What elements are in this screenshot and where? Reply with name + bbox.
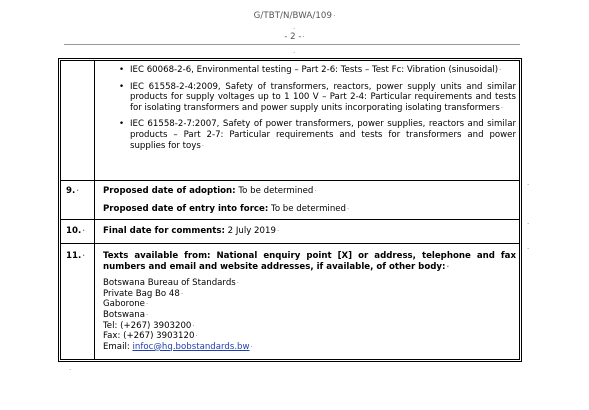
email: Email: infoc@hq.bobstandards.bw· [103, 341, 253, 352]
row-number: 10. [66, 226, 82, 236]
entry-into-force-date: Proposed date of entry into force: To be determined· [103, 203, 350, 214]
notification-table [58, 58, 522, 362]
row-number: 11. [66, 251, 82, 261]
texts-available-label: Texts available from: National enquiry point [X] or address, telephone and fax numbers and email and website addresses, if available, of other body:· [103, 251, 516, 272]
fax: Fax: (+267) 3903120· [103, 331, 198, 342]
page-number: - 2 -· [284, 32, 305, 42]
table-row-9 [61, 181, 519, 220]
contact-address [103, 278, 516, 352]
final-comment-date: Final date for comments: 2 July 2019· [103, 226, 280, 236]
row-number: 9. [66, 186, 76, 196]
page-header-code: G/TBT/N/BWA/109· [253, 11, 336, 21]
paragraph-mark: · [293, 49, 296, 57]
end-of-row-mark: · [527, 245, 530, 253]
paragraph-mark: · [69, 366, 72, 374]
list-item: • IEC 60068-2-6, Environmental testing – Part 2-6: Tests – Test Fc: Vibration (sinusoidal)· [119, 65, 502, 75]
address-line: Gaborone· [103, 299, 149, 310]
number-cell: 9.· [61, 181, 95, 219]
standards-list [103, 65, 516, 151]
content-cell [103, 251, 516, 359]
list-item: • IEC 61558-2-7:2007, Safety of power transformers, power supplies, reactors and similar products – Part 2-7: Particular requirements and tests for transformers and power supplies for toys· [119, 119, 516, 151]
number-cell [61, 61, 95, 180]
table-row-10 [61, 220, 519, 244]
telephone: Tel: (+267) 3903200· [103, 320, 195, 331]
email-link[interactable]: infoc@hq.bobstandards.bw [132, 341, 250, 352]
address-line: Botswana· [103, 309, 149, 320]
number-cell: 10.· [61, 220, 95, 243]
content-cell [103, 186, 516, 219]
content-cell [103, 226, 516, 243]
table-row-11 [61, 244, 519, 359]
end-of-row-mark: · [527, 181, 530, 189]
end-of-row-mark: · [527, 220, 530, 228]
address-line: Private Bag Bo 48· [103, 288, 184, 299]
number-cell: 11.· [61, 244, 95, 359]
paragraph-mark: · [293, 25, 296, 33]
list-item: • IEC 61558-2-4:2009, Safety of transformers, reactors, power supply units and similar products for supply voltages up to 1 100 V – Part 2-4: Particular requirements and tests for isolating transformers and power supply units incorporating isolating transformers· [119, 81, 516, 113]
content-cell [103, 65, 516, 180]
adoption-date: Proposed date of adoption: To be determined· [103, 186, 317, 196]
address-line: Botswana Bureau of Standards· [103, 278, 239, 289]
header-rule [64, 44, 520, 45]
table-row-standards [61, 61, 519, 181]
